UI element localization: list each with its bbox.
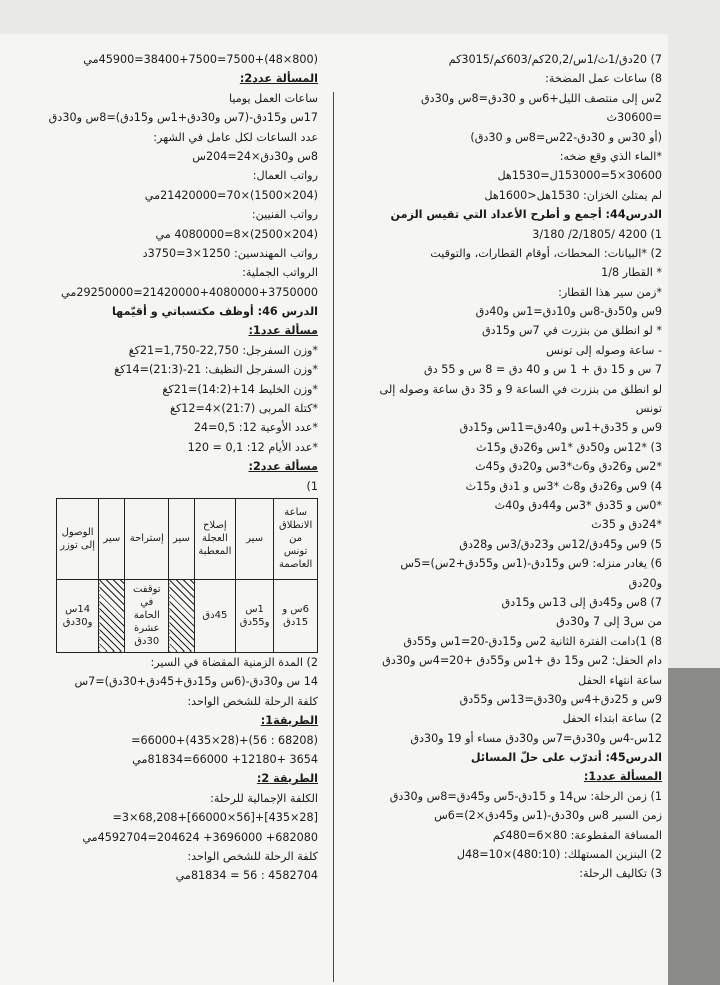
- text-line: رواتب العمال:: [252, 169, 318, 183]
- table-header-cell: إستراحة: [125, 498, 169, 579]
- text-line: 30600×5=153000ل=1530هل: [497, 169, 662, 183]
- right-column: [346, 50, 662, 884]
- text-line: (800×48)+7500=38400+7500=45900مي: [83, 53, 318, 66]
- text-line: *0س و 35دق *3س و44دق و40ث: [494, 498, 662, 512]
- table-cell: [99, 579, 125, 652]
- text-line: - ساعة وصوله إلى تونس: [546, 343, 662, 357]
- text-line: المسألة عدد1:: [583, 770, 662, 784]
- table-header-cell: إصلاح العجلة المعطبة: [194, 498, 235, 579]
- text-line: (أو 30س و 30دق-22س=8س و 30دق): [470, 130, 662, 144]
- text-line: *زمن سير هذا القطار:: [558, 285, 662, 299]
- text-line: 9س و50دق-8س و10دق=1س و40دق: [475, 305, 662, 319]
- text-line: *كتلة المربى (21:7)×4=12كغ: [170, 402, 318, 416]
- column-divider: [333, 92, 334, 982]
- text-line: كلفة الرحلة للشخص الواحد:: [187, 849, 318, 863]
- text-line: *وزن السفرجل النظيف: 21-(21:3)=14كغ: [114, 363, 318, 377]
- text-line: رواتب المهندسين: 1250×3=3750د: [142, 246, 318, 260]
- text-line: مسألة عدد2:: [248, 460, 318, 474]
- text-line: (68208 : 56)+(28×435)+66000=: [131, 733, 318, 747]
- text-line: تونس: [635, 402, 662, 416]
- text-line: * القطار 1/8: [601, 266, 662, 280]
- text-line: =30600ث: [606, 111, 662, 125]
- text-line: 1) زمن الرحلة: س14 و 15دق-5س و45دق=8س و30دق: [389, 789, 662, 803]
- text-line: الدرس44: أجمع و أطرح الأعداد التي تقيس الزمن: [390, 208, 662, 222]
- trip-table: [56, 498, 318, 653]
- text-line: كلفة الرحلة للشخص الواحد:: [187, 694, 318, 708]
- text-line: 9س و 25دق+4س و30دق=13س و55دق: [459, 692, 662, 706]
- text-line: *2س و26دق و6ث*3س و20دق و45ث: [475, 460, 662, 474]
- text-line: 8) ساعات عمل المضخة:: [545, 72, 662, 86]
- text-line: رواتب الفنيين:: [251, 208, 318, 222]
- text-line: 17س و15دق-(7س و30دق+1س و15دق)=8س و30دق: [48, 111, 318, 125]
- text-line: *عدد الأيام 12: 0,1 = 120: [187, 440, 318, 454]
- text-line: ساعة انتهاء الحفل: [578, 673, 662, 687]
- table-cell: 14س و30دق: [57, 579, 99, 652]
- text-line: لم يمتلئ الخزان: 1530هل<1600هل: [484, 188, 662, 202]
- text-line: 9س و 35دق+1س و40دق=11س و15دق: [459, 421, 662, 435]
- text-line: * لو انطلق من بنزرت في 7س و15دق: [481, 324, 662, 338]
- text-line: 7) 20دق/1ث/1س/20,2كم/603كم/3015كم: [448, 53, 662, 66]
- text-line: مسألة عدد1:: [248, 324, 318, 338]
- table-header-cell: ساعة الانطلاق من تونس العاصمة: [274, 498, 318, 579]
- table-cell: 1س و55دق: [235, 579, 273, 652]
- table-cell: [169, 579, 195, 652]
- text-line: 8) 1)دامت الفترة الثانية 2س و15دق-20=1س و55دق: [403, 634, 662, 648]
- table-header-cell: سير: [99, 498, 125, 579]
- text-line: الدرس45: أتدرّب على حلّ المسائل: [470, 751, 662, 765]
- text-line: 1): [306, 479, 318, 493]
- text-line: *عدد الأوعية 12: 0,5=24: [193, 421, 318, 435]
- text-line: 8س و30دق×24=204س: [192, 149, 318, 163]
- text-line: 3) تكاليف الرحلة:: [579, 867, 662, 881]
- text-line: (204×2500)×8=4080000 مي: [155, 227, 318, 241]
- text-line: الطريقة 2:: [256, 772, 318, 786]
- text-line: الدرس 46: أوظف مكتسباتي و أقيّمها: [111, 305, 318, 319]
- table-header-cell: سير: [235, 498, 273, 579]
- text-line: زمن السير 8س و30دق-(1س و45دق×2)=6س: [434, 809, 662, 823]
- text-line: 3) *12س و50دق *1س و26دق و15ث: [476, 440, 662, 454]
- text-line: المسافة المقطوعة: 80×6=480كم: [492, 828, 662, 842]
- table-cell: 45دق: [194, 579, 235, 652]
- text-line: 6) يغادر منزله: 9س و15دق-(1س و55دق+2س)=5س: [400, 557, 662, 571]
- text-line: *24دق و 35ث: [591, 518, 662, 532]
- text-line: 5) 9س و45دق/12س و23دق/3س و28دق: [459, 537, 662, 551]
- text-line: 12س-4س و30دق=7س و30دق مساء أو 19 و30دق: [410, 731, 662, 745]
- text-line: 3654 +12180+ 66000=81834مي: [132, 752, 318, 766]
- text-line: 2) *البيانات: المحطات، أوقام القطارات، والتوقيت: [430, 246, 662, 260]
- text-line: 4582704 : 56 = 81834مي: [175, 869, 318, 883]
- table-cell: 6س و 15دق: [274, 579, 318, 652]
- text-line: 682080+ 3696000+ 204624=4592704مي: [82, 830, 318, 844]
- text-line: *الماء الذي وقع ضخه:: [559, 149, 662, 163]
- text-line: [28×435]+[56×66000]+68,208×3=: [112, 811, 318, 825]
- text-line: *وزن الخليط 14+(14:2)=21كغ: [162, 382, 318, 396]
- text-line: دام الحفل: 2س و15 دق +1س و55دق +20=4س و30دق: [382, 654, 662, 668]
- table-cell: توقفت في الحامة عشرة 30دق: [125, 579, 169, 652]
- text-line: (204×1500)×70=21420000مي: [144, 188, 318, 202]
- text-line: و20دق: [628, 576, 662, 590]
- text-line: 14 س و30دق-(6س و15دق+45دق+30دق)=7س: [74, 675, 318, 689]
- text-line: لو انطلق من بنزرت في الساعة 9 و 35 دق ساعة وصوله إلى: [379, 382, 662, 396]
- table-header-cell: الوصول إلى توزر: [57, 498, 99, 579]
- text-line: 7 س و 15 دق + 1 س و 40 دق = 8 س و 55 دق: [424, 363, 662, 377]
- text-line: من س3 إلى 7 و30دق: [556, 615, 662, 629]
- text-line: ساعات العمل يوميا: [228, 91, 318, 105]
- page-edge-tab: [668, 668, 720, 985]
- left-column: [48, 50, 318, 886]
- text-line: 7) 8س و45دق إلى 13س و15دق: [501, 595, 662, 609]
- text-line: الرواتب الجملية:: [242, 266, 318, 280]
- text-line: عدد الساعات لكل عامل في الشهر:: [153, 130, 318, 144]
- text-line: 2) المدة الزمنية المقضاة في السير:: [150, 655, 318, 669]
- text-line: 2س إلى منتصف الليل+6س و 30دق=8س و30دق: [420, 91, 662, 105]
- table-header-cell: سير: [169, 498, 195, 579]
- text-line: 21420000+4080000+3750000=29250000مي: [61, 285, 318, 299]
- text-line: المسألة عدد2:: [239, 72, 318, 86]
- text-line: 1) 4200 /2/1805/ 3/180: [532, 227, 662, 241]
- text-line: 4) 9س و26دق و8ث *3س و 1دق و15ث: [465, 479, 662, 493]
- text-line: 2) ساعة ابتداء الحفل: [562, 712, 662, 726]
- text-line: الكلفة الإجمالية للرحلة:: [210, 791, 318, 805]
- text-line: *وزن السفرجل: 22,750-1,750=21كغ: [128, 343, 318, 357]
- text-line: الطريقة1:: [260, 714, 318, 728]
- text-line: 2) البنزين المستهلك: (480:10)×10=48ل: [456, 848, 662, 862]
